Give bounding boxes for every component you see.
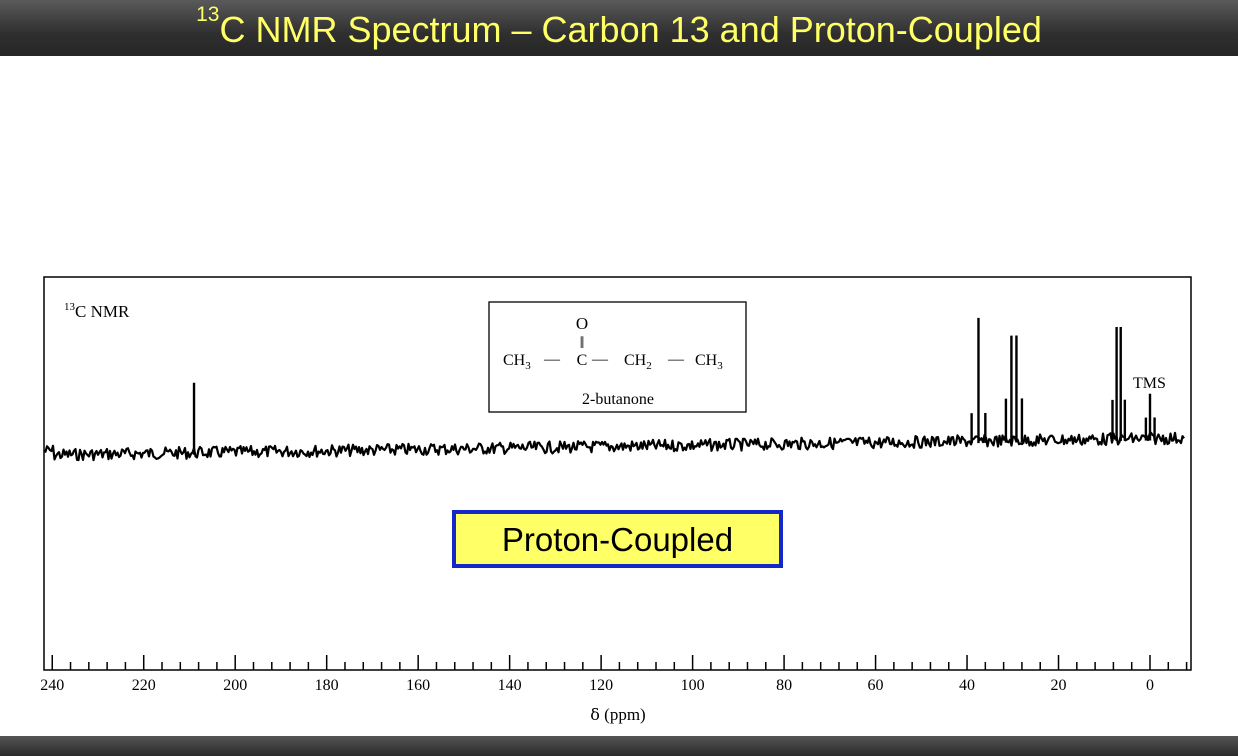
- structure-bond-1: —: [544, 351, 560, 368]
- x-tick-label: 240: [40, 677, 65, 694]
- x-tick-label: 220: [131, 677, 156, 694]
- structure-name: 2-butanone: [582, 391, 654, 408]
- x-tick-label: 200: [223, 677, 248, 694]
- structure-ch2: $CH_2$: [624, 352, 652, 372]
- footer-bar: [0, 736, 1238, 756]
- structure-oxygen: O: [575, 314, 589, 333]
- spectrum-label: [64, 301, 130, 321]
- x-tick-label: 80: [776, 677, 793, 694]
- title-text: C NMR Spectrum – Carbon 13 and Proton-Coupled: [219, 9, 1042, 50]
- spectrum-label-sup: 13: [64, 301, 75, 313]
- title-superscript: 13: [196, 3, 220, 26]
- spectrum-trace: [44, 433, 1184, 460]
- x-tick-label: 20: [1050, 677, 1067, 694]
- structure-bond-3: —: [668, 351, 684, 368]
- x-tick-label: 160: [406, 677, 431, 694]
- structure-double-bond: ‖: [579, 333, 585, 352]
- structure-box: [489, 302, 746, 412]
- x-tick-label: 100: [680, 677, 705, 694]
- x-tick-label: 60: [867, 677, 884, 694]
- x-tick-label: 140: [497, 677, 522, 694]
- structure-ch3-left: $CH_3$: [503, 352, 531, 372]
- x-tick-label: 40: [959, 677, 976, 694]
- spectrum-label-text: C NMR: [75, 302, 130, 321]
- x-tick-label: 0: [1146, 677, 1154, 694]
- structure-carbonyl-c: C: [576, 352, 588, 369]
- tms-label: TMS: [1133, 375, 1166, 392]
- structure-ch3-right: $CH_3$: [695, 352, 723, 372]
- structure-bond-2: —: [592, 351, 608, 368]
- x-axis-label: δ (ppm): [590, 705, 646, 724]
- x-tick-label: 120: [589, 677, 614, 694]
- proton-coupled-callout: Proton-Coupled: [452, 510, 783, 568]
- x-tick-label: 180: [314, 677, 339, 694]
